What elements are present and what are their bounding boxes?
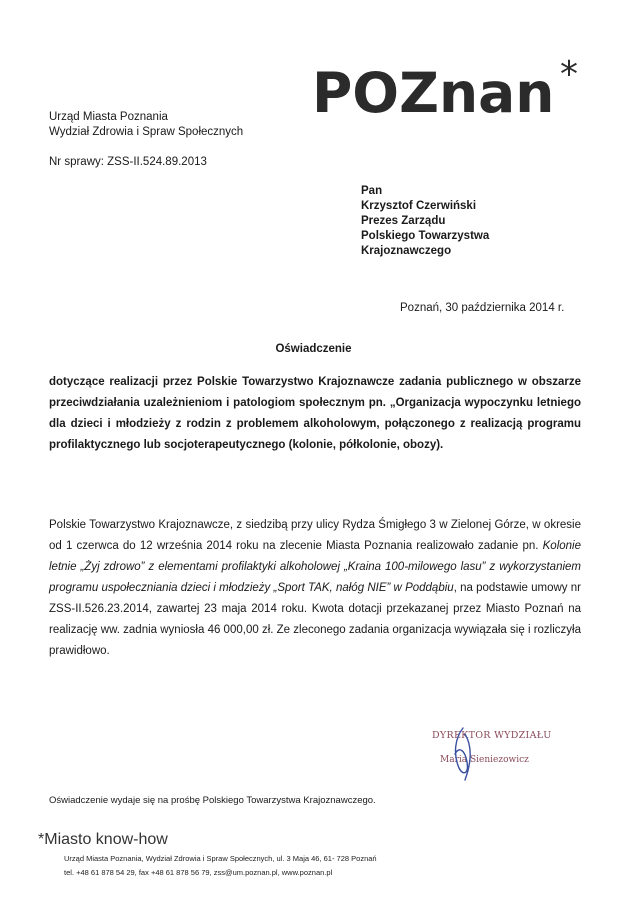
footer-contact: tel. +48 61 878 54 29, fax +48 61 878 56 79, zss@um.poznan.pl, www.poznan.pl <box>64 868 333 877</box>
footer-brand <box>38 831 168 849</box>
footer-slogan: Miasto know-how <box>44 831 168 848</box>
recipient-organization-line2: Krajoznawczego <box>361 245 452 257</box>
recipient-block <box>361 184 489 259</box>
subject-paragraph: dotyczące realizacji przez Polskie Towarzystwo Krajoznawcze zadania publicznego w obszarze przeciwdziałania uzależnieniom i patologiom społecznym pn. „Organizacja wypoczynku letniego dla dzieci i młodzieży z rodzin z problemem alkoholowym, połączonego z realizacją programu profilaktycznego lub socjoterapeutycznego (kolonie, półkolonie, obozy). <box>49 376 581 451</box>
recipient-organization-line1: Polskiego Towarzystwa <box>361 230 490 242</box>
poznan-logo <box>312 54 602 128</box>
recipient-name: Krzysztof Czerwiński <box>361 200 477 212</box>
footer-address: Urząd Miasta Poznania, Wydział Zdrowia i Spraw Społecznych, ul. 3 Maja 46, 61- 728 Poznań <box>64 854 377 863</box>
recipient-position: Prezes Zarządu <box>361 215 446 227</box>
sender-department: Wydział Zdrowia i Spraw Społecznych <box>49 126 244 138</box>
letter-date: Poznań, 30 października 2014 r. <box>400 302 565 314</box>
body-task-name: Kolonie letnie „Żyj zdrowo” z elementami profilaktyki alkoholowej „Kraina 100-milowego lasu” z wykorzystaniem programu uspołeczniania dzieci i młodzieży „Sport TAK, nałóg NIE” w Poddąbiu <box>49 540 581 594</box>
case-number: Nr sprawy: ZSS-II.524.89.2013 <box>49 156 207 168</box>
logo-star-icon: * <box>560 54 578 95</box>
recipient-salutation: Pan <box>361 185 383 197</box>
body-text-part1: Polskie Towarzystwo Krajoznawcze, z siedzibą przy ulicy Rydza Śmigłego 3 w Zielonej Górze, w okresie od 1 czerwca do 12 września 2014 roku na zlecenie Miasta Poznania realizowało zadanie pn. <box>49 519 581 552</box>
sender-office: Urząd Miasta Poznania <box>49 111 168 123</box>
issuance-note: Oświadczenie wydaje się na prośbę Polskiego Towarzystwa Krajoznawczego. <box>49 795 376 806</box>
body-paragraph <box>49 515 581 662</box>
stamp-name: Maria Sieniezowicz <box>440 755 529 765</box>
stamp-title: DYREKTOR WYDZIAŁU <box>432 730 552 741</box>
sender-block <box>49 110 243 140</box>
footer-star-icon: * <box>38 831 45 848</box>
logo-wordmark: POZnan <box>312 61 555 125</box>
document-title: Oświadczenie <box>275 343 352 355</box>
director-stamp <box>415 722 590 802</box>
body-text-part2: , na podstawie umowy nr ZSS-II.526.23.2014, zawartej 23 maja 2014 roku. Kwota dotacji przekazanej przez Miasto Poznań na realizację ww. zadnia wyniosła 46 000,00 zł. Ze zleconego zadania organizacja wywiązała się i rozliczyła prawidłowo. <box>49 582 582 657</box>
handwritten-signature <box>445 724 485 784</box>
